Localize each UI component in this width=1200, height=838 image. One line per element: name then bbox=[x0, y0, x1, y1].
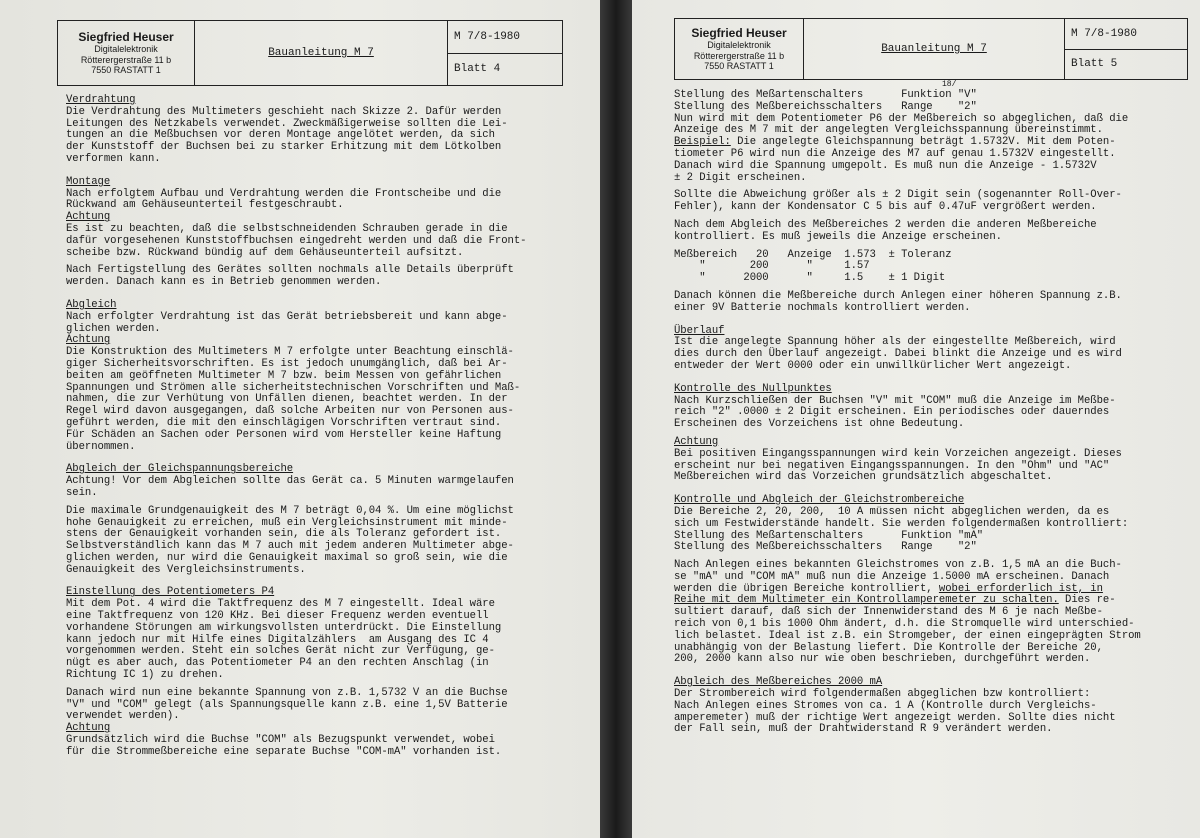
text-line: Danach wird die Spannung umgepolt. Es muß nun die Anzeige - 1.5732V bbox=[674, 159, 1097, 172]
text-line: Nach erfolgtem Aufbau und Verdrahtung werden die Frontscheibe und die bbox=[66, 187, 502, 200]
underlined-phrase: Reihe mit dem Multimeter ein Kontrollamperemeter zu schalten. bbox=[674, 594, 1059, 607]
section-heading: Achtung bbox=[66, 722, 111, 735]
section-heading: Verdrahtung bbox=[66, 94, 136, 106]
text-line: Danach wird nun eine bekannte Spannung von z.B. 1,5732 V an die Buchse bbox=[66, 686, 508, 699]
text-line: 200, 2000 kann also nur wie oben beschrieben, durchgeführt werden. bbox=[674, 653, 1091, 666]
text-line: Die Bereiche 2, 20, 200, 10 A müssen nicht abgeglichen werden, da es bbox=[674, 505, 1110, 518]
text-line: dafür vorgesehenen Kunststoffbuchsen eingedreht werden und daß die Front- bbox=[66, 234, 527, 247]
section-heading: Einstellung des Potentiometers P4 bbox=[66, 586, 275, 599]
company-line: Rötterergerstraße 11 b bbox=[80, 54, 172, 65]
company-line: Digitalelektronik bbox=[707, 40, 771, 51]
text-line: hohe Genauigkeit zu erreichen, muß ein Vergleichsinstrument mit minde- bbox=[66, 516, 508, 529]
section-heading: Kontrolle und Abgleich der Gleichstrombereiche bbox=[674, 494, 965, 507]
section-heading: Überlauf bbox=[674, 324, 725, 337]
section-heading: Achtung bbox=[66, 334, 111, 347]
range-table-row: Meßbereich 20 Anzeige 1.573 ± Toleranz bbox=[674, 248, 952, 261]
text-line: sich um Festwiderstände handelt. Sie werden folgendermaßen kontrolliert: bbox=[674, 517, 1129, 530]
text-line: Nun wird mit dem Potentiometer P6 der Meßbereich so abgeglichen, daß die bbox=[674, 112, 1129, 125]
company-line: 7550 RASTATT 1 bbox=[91, 65, 161, 76]
text-line: Stellung des Meßartenschalters Funktion "mA" bbox=[674, 529, 984, 542]
text-line: Leitungen des Netzkabels verwendet. Zweckmäßigerweise sollten die Lei- bbox=[66, 117, 508, 130]
text-line: verformen kann. bbox=[66, 152, 161, 165]
header-meta bbox=[1065, 19, 1187, 79]
text-line: Für Schäden an Sachen oder Personen wird vom Hersteller keine Haftung bbox=[66, 428, 502, 441]
text-line: werden. Danach kann es in Betrieb genommen werden. bbox=[66, 276, 382, 289]
text-line: reich von 0,1 bis 1000 Ohm ändert, d.h. die Stromquelle wird unterschied- bbox=[674, 618, 1135, 631]
text-line: Nach Fertigstellung des Gerätes sollten nochmals alle Details überprüft bbox=[66, 264, 514, 277]
company-line: Rötterergerstraße 11 b bbox=[693, 50, 785, 61]
text-line: scheibe bzw. Rückwand bündig auf dem Gehäuseunterteil aufsitzt. bbox=[66, 246, 464, 259]
company-line: Digitalelektronik bbox=[94, 44, 158, 55]
model-date: M 7/8-1980 bbox=[448, 21, 562, 54]
text-line: Stellung des Meßbereichsschalters Range "2" bbox=[674, 100, 977, 113]
section-heading: Abgleich bbox=[66, 298, 117, 311]
text-line: unabhängig von der Belastung liefert. Die Kontrolle der Bereiche 20, bbox=[674, 641, 1103, 654]
model-date: M 7/8-1980 bbox=[1065, 19, 1187, 50]
text-line: Meßbereichen wird das Vorzeichen grundsätzlich abgeschaltet. bbox=[674, 471, 1053, 484]
text-line: Nach dem Abgleich des Meßbereiches 2 werden die anderen Meßbereiche bbox=[674, 218, 1097, 231]
page-header bbox=[674, 18, 1188, 80]
text-line: beiten am geöffneten Multimeter M 7 bzw. beim Messen von gefährlichen bbox=[66, 369, 502, 382]
text-line: Ist die angelegte Spannung höher als der eingestellte Meßbereich, wird bbox=[674, 336, 1116, 349]
header-meta bbox=[448, 21, 562, 85]
text-line: Mit dem Pot. 4 wird die Taktfrequenz des M 7 eingestellt. Ideal wäre bbox=[66, 598, 495, 611]
text-line: verwendet werden). bbox=[66, 710, 180, 723]
book-gutter bbox=[600, 0, 632, 838]
text-line: Stellung des Meßbereichsschalters Range "2" bbox=[674, 541, 977, 554]
handwritten-margin-note: 18/ bbox=[942, 80, 957, 89]
text-line: "V" und "COM" gelegt (als Spannungsquelle kann z.B. eine 1,5V Batterie bbox=[66, 698, 508, 711]
text-line: amperemeter) muß der richtige Wert angezeigt werden. Sollte dies nicht bbox=[674, 711, 1116, 724]
section-heading: Achtung bbox=[674, 435, 719, 448]
text-line: ± 2 Digit erscheinen. bbox=[674, 171, 807, 184]
company-name: Siegfried Heuser bbox=[691, 25, 787, 40]
company-block bbox=[675, 19, 804, 79]
text-line: sein. bbox=[66, 486, 98, 499]
page-header bbox=[57, 20, 563, 86]
text-line: Fehler), kann der Kondensator C 5 bis auf 0.47uF vergrößert werden. bbox=[674, 201, 1097, 214]
text-line: se "mA" und "COM mA" muß nun die Anzeige 1.5000 mA erscheinen. Danach bbox=[674, 570, 1110, 583]
text-line: vorgenommen werden. Steht ein solches Gerät nicht zur Verfügung, ge- bbox=[66, 645, 495, 658]
text-line: vorhandene Störungen am wirkungsvollsten unterdrückt. Die Einstellung bbox=[66, 621, 502, 634]
section-heading: Kontrolle des Nullpunktes bbox=[674, 382, 832, 395]
text-line: Stellung des Meßartenschalters Funktion "V" bbox=[674, 89, 977, 101]
text-line: Nach Kurzschließen der Buchsen "V" mit "COM" muß die Anzeige im Meßbe- bbox=[674, 394, 1116, 407]
company-block bbox=[58, 21, 195, 85]
text-line: eine Taktfrequenz von 120 KHz. Bei dieser Frequenz werden eventuell bbox=[66, 610, 489, 623]
sheet-number: Blatt 5 bbox=[1071, 58, 1118, 71]
text-line: Danach können die Meßbereiche durch Anlegen einer höheren Spannung z.B. bbox=[674, 289, 1122, 302]
section-heading: Abgleich der Gleichspannungsbereiche bbox=[66, 463, 294, 476]
text-line: einer 9V Batterie nochmals kontrolliert werden. bbox=[674, 301, 971, 314]
text-line: Achtung! Vor dem Abgleichen sollte das Gerät ca. 5 Minuten warmgelaufen bbox=[66, 475, 514, 488]
text-line: für die Strommeßbereiche eine separate Buchse "COM-mA" vorhanden ist. bbox=[66, 745, 502, 758]
text-line: Beispiel: Die angelegte Gleichspannung beträgt 1.5732V. Mit dem Poten- bbox=[674, 136, 1116, 149]
document-title: Bauanleitung M 7 bbox=[804, 19, 1065, 79]
underlined-phrase: wobei erforderlich ist, in bbox=[938, 582, 1103, 595]
page-body bbox=[66, 95, 566, 759]
text-line: lich belastet. Ideal ist z.B. ein Stromgeber, der einen eingeprägten Strom bbox=[674, 629, 1141, 642]
text-line: kontrolliert. Es muß jeweils die Anzeige erscheinen. bbox=[674, 230, 1002, 243]
text-line: Der Strombereich wird folgendermaßen abgeglichen bzw kontrolliert: bbox=[674, 688, 1091, 701]
text-line: Regel wird davon ausgegangen, daß solche Arbeiten nur von Personen aus- bbox=[66, 405, 514, 418]
text-line: geführt werden, die mit den einschlägigen Vorschriften vertraut sind. bbox=[66, 416, 502, 429]
text-line: der Kunststoff der Buchsen bei zu starker Erhitzung mit dem Lötkolben bbox=[66, 141, 502, 154]
text-line: glichen werden. bbox=[66, 322, 161, 335]
document-page-blatt-5 bbox=[632, 0, 1200, 838]
text-line: Anzeige des M 7 mit der angelegten Vergleichsspannung übereinstimmt. bbox=[674, 124, 1103, 137]
text-line: Nach Anlegen eines bekannten Gleichstromes von z.B. 1,5 mA an die Buch- bbox=[674, 559, 1122, 572]
text-line: dies durch den Überlauf angezeigt. Dabei blinkt die Anzeige und es wird bbox=[674, 348, 1122, 361]
text-line: reich "2" .0000 ± 2 Digit erscheinen. Ein periodisches oder dauerndes bbox=[674, 406, 1110, 419]
sheet-number: Blatt 4 bbox=[454, 63, 501, 76]
section-heading: Montage bbox=[66, 175, 111, 188]
text-line: nahmen, die zur Verhütung von Unfällen dienen, beachtet werden. In der bbox=[66, 393, 508, 406]
range-table-row: " 2000 " 1.5 ± 1 Digit bbox=[674, 272, 946, 285]
text-line: Genauigkeit des Vergleichsinstruments. bbox=[66, 563, 306, 576]
text-line: kann jedoch nur mit Hilfe eines Digitalzählers am Ausgang des IC 4 bbox=[66, 633, 489, 646]
company-name: Siegfried Heuser bbox=[78, 29, 174, 44]
text-line: Die Konstruktion des Multimeters M 7 erfolgte unter Beachtung einschlä- bbox=[66, 346, 514, 359]
text-line: sultiert darauf, daß sich der Innenwiderstand des M 6 je nach Meßbe- bbox=[674, 606, 1103, 619]
text-line: Sollte die Abweichung größer als ± 2 Digit sein (sogenannter Roll-Over- bbox=[674, 189, 1122, 202]
text-line: nügt es aber auch, das Potentiometer P4 an den rechten Anschlag (in bbox=[66, 657, 489, 670]
text-line: Richtung IC 1) zu drehen. bbox=[66, 669, 224, 682]
text-line: erscheint nur bei negativen Eingangsspannungen. In den "Ohm" und "AC" bbox=[674, 459, 1110, 472]
company-line: 7550 RASTATT 1 bbox=[704, 61, 774, 72]
text-line: Spannungen und Strömen alle sicherheitstechnischen Vorschriften und Maß- bbox=[66, 381, 521, 394]
page-body bbox=[674, 90, 1190, 736]
text-line: Nach erfolgter Verdrahtung ist das Gerät betriebsbereit und kann abge- bbox=[66, 310, 508, 323]
text-line: entweder der Wert 0000 oder ein unwillkürlicher Wert angezeigt. bbox=[674, 359, 1072, 372]
text-line: übernommen. bbox=[66, 440, 136, 453]
text-line: giger Sicherheitsvorschriften. Es ist jedoch unumgänglich, daß bei Ar- bbox=[66, 357, 508, 370]
text-line: Selbstverständlich kann das M 7 auch mit jedem anderen Multimeter abge- bbox=[66, 540, 514, 553]
document-title: Bauanleitung M 7 bbox=[195, 21, 448, 85]
text-line: Rückwand am Gehäuseunterteil festgeschraubt. bbox=[66, 199, 344, 212]
text-line: tiometer P6 wird nun die Anzeige des M7 auf genau 1.5732V eingestellt. bbox=[674, 147, 1116, 160]
text-line: Bei positiven Eingangsspannungen wird kein Vorzeichen angezeigt. Dieses bbox=[674, 447, 1122, 460]
section-heading: Abgleich des Meßbereiches 2000 mA bbox=[674, 676, 883, 689]
text-line: stens der Genauigkeit vorhanden sein, die als Toleranz gefordert ist. bbox=[66, 528, 502, 541]
text-line: glichen werden, nur wird die Genauigkeit maximal so groß sein, wie die bbox=[66, 551, 508, 564]
text-line: Es ist zu beachten, daß die selbstschneidenden Schrauben gerade in die bbox=[66, 222, 508, 235]
example-label: Beispiel: bbox=[674, 136, 731, 149]
text-line: werden die übrigen Bereiche kontrolliert, wobei erforderlich ist, in bbox=[674, 582, 1103, 595]
text-line: der Fall sein, muß der Drahtwiderstand R 9 verändert werden. bbox=[674, 723, 1053, 736]
text-line: Nach Anlegen eines Stromes von ca. 1 A (Kontrolle durch Vergleichs- bbox=[674, 699, 1097, 712]
text-line: Grundsätzlich wird die Buchse "COM" als Bezugspunkt verwendet, wobei bbox=[66, 734, 495, 747]
section-heading: Achtung bbox=[66, 211, 111, 224]
text-line: Reihe mit dem Multimeter ein Kontrollamperemeter zu schalten. Dies re- bbox=[674, 594, 1116, 607]
text-line: Die maximale Grundgenauigkeit des M 7 beträgt 0,04 %. Um eine möglichst bbox=[66, 504, 514, 517]
text-line: Die Verdrahtung des Multimeters geschieht nach Skizze 2. Dafür werden bbox=[66, 105, 502, 118]
text-line: tungen an die Meßbuchsen vor deren Montage angelötet werden, da sich bbox=[66, 129, 495, 142]
range-table-row: " 200 " 1.57 bbox=[674, 260, 870, 273]
text-line: Erscheinen des Vorzeichens ist ohne Bedeutung. bbox=[674, 418, 965, 431]
